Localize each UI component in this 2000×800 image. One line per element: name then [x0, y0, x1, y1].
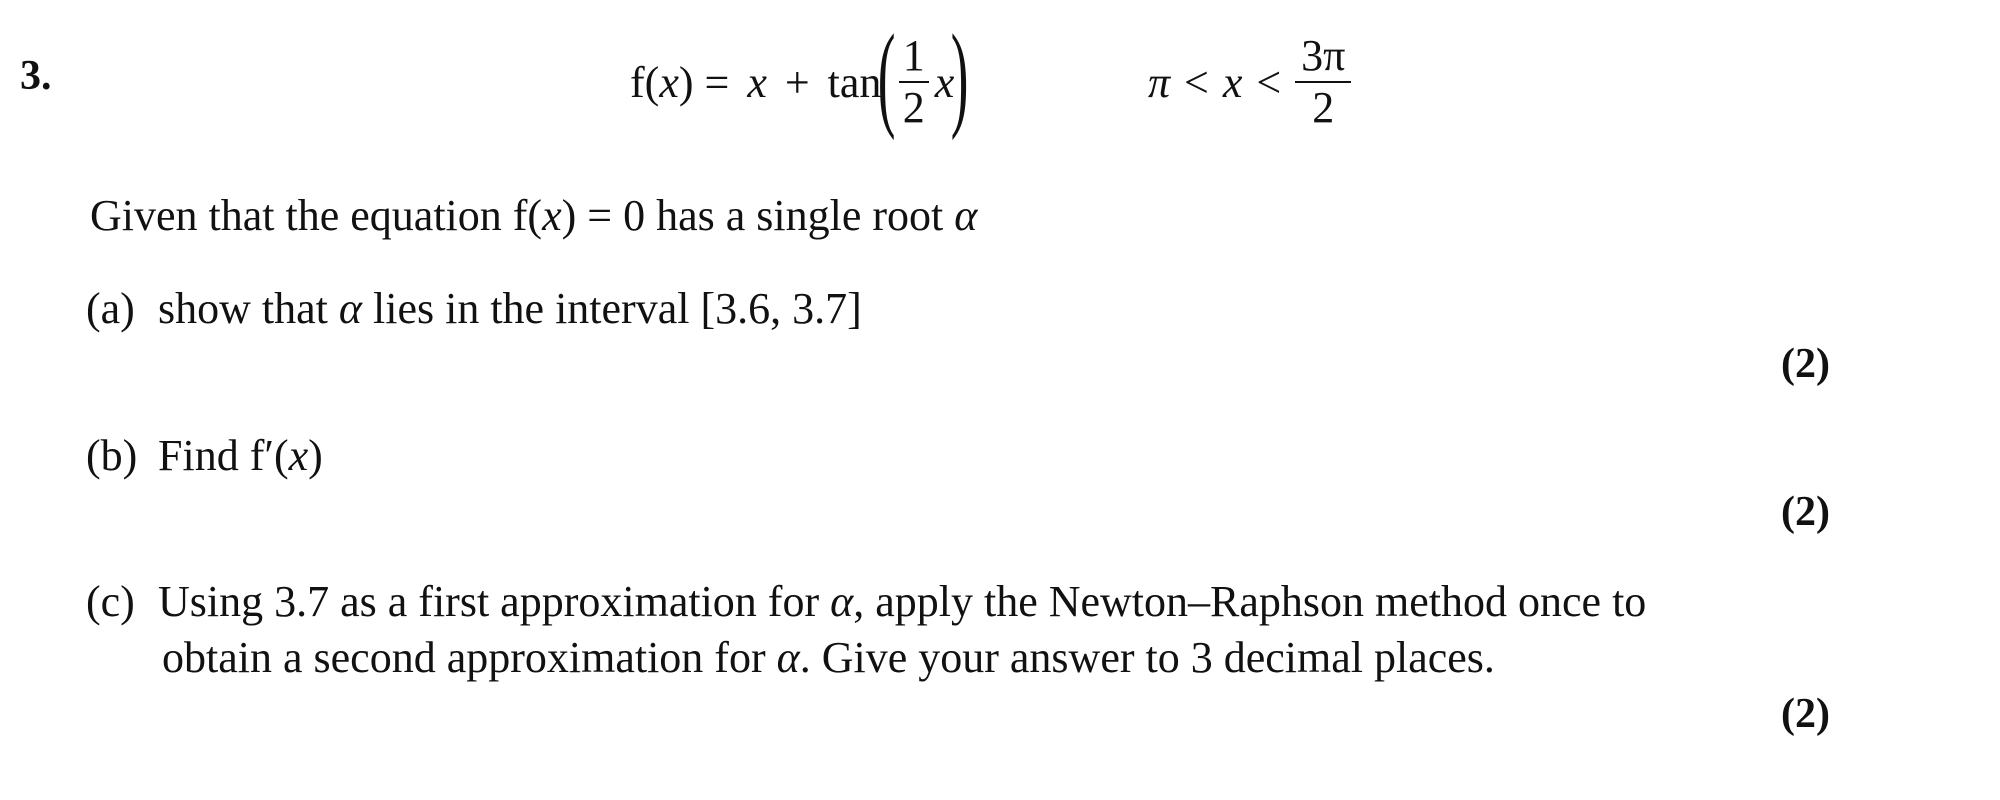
- upper-bound-numerator: 3π: [1301, 30, 1346, 80]
- part-b-text-1: Find f′(: [158, 431, 289, 480]
- part-a-text-1: show that: [158, 284, 328, 333]
- part-c-line-1: [86, 576, 1646, 627]
- part-a: [86, 283, 862, 334]
- fraction-denominator: 2: [902, 83, 925, 132]
- given-statement: [90, 190, 977, 241]
- part-c-alpha-2: α: [776, 633, 800, 682]
- left-paren: (: [878, 10, 896, 141]
- part-b: [86, 430, 323, 481]
- half-fraction: [899, 30, 929, 132]
- condition-less-than-1: <: [1184, 57, 1209, 107]
- part-c-label: (c): [86, 577, 135, 626]
- equation-lhs: f(: [630, 57, 660, 107]
- part-b-marks: (2): [1781, 489, 1830, 535]
- function-equation: [630, 10, 969, 142]
- part-c-line-2: [162, 632, 1495, 683]
- given-text-4: has a single root: [656, 191, 944, 240]
- given-variable: x: [542, 191, 562, 240]
- equation-lhs-variable: x: [659, 57, 679, 107]
- part-c-line1-b: , apply the Newton–Raphson method once to: [853, 577, 1647, 626]
- condition-lower: π: [1148, 57, 1171, 107]
- equation-inner-variable: x: [934, 57, 955, 107]
- right-paren: ): [951, 10, 969, 141]
- question-number: 3.: [20, 53, 52, 99]
- condition-variable: x: [1222, 57, 1243, 107]
- upper-bound-denominator: 2: [1312, 83, 1335, 132]
- part-c-marks: (2): [1781, 691, 1830, 737]
- domain-condition: [1148, 22, 1357, 142]
- upper-bound-fraction: [1295, 30, 1351, 132]
- part-c-line1-a: Using 3.7 as a first approximation for: [158, 577, 820, 626]
- part-c-line2-a: obtain a second approximation for: [162, 633, 766, 682]
- equation-term-x: x: [747, 57, 767, 107]
- part-a-marks: (2): [1781, 341, 1830, 387]
- part-b-variable: x: [288, 431, 309, 480]
- part-c-alpha-1: α: [830, 577, 854, 626]
- equation-plus: +: [784, 57, 810, 107]
- part-a-alpha: α: [338, 284, 362, 333]
- given-alpha: α: [954, 191, 978, 240]
- fraction-numerator: 1: [902, 30, 925, 80]
- condition-less-than-2: <: [1256, 57, 1282, 107]
- equation-lhs-close: ) =: [678, 57, 730, 107]
- given-text-3: ) = 0: [561, 191, 646, 240]
- given-text-2: f(: [512, 191, 543, 240]
- part-b-text-2: ): [308, 431, 323, 480]
- part-b-label: (b): [86, 431, 138, 480]
- equation-tan: tan: [827, 57, 882, 107]
- part-c-line2-b: . Give your answer to 3 decimal places.: [799, 633, 1495, 682]
- given-text-1: Given that the equation: [90, 191, 502, 240]
- part-a-label: (a): [86, 284, 135, 333]
- part-a-text-2: lies in the interval [3.6, 3.7]: [373, 284, 862, 333]
